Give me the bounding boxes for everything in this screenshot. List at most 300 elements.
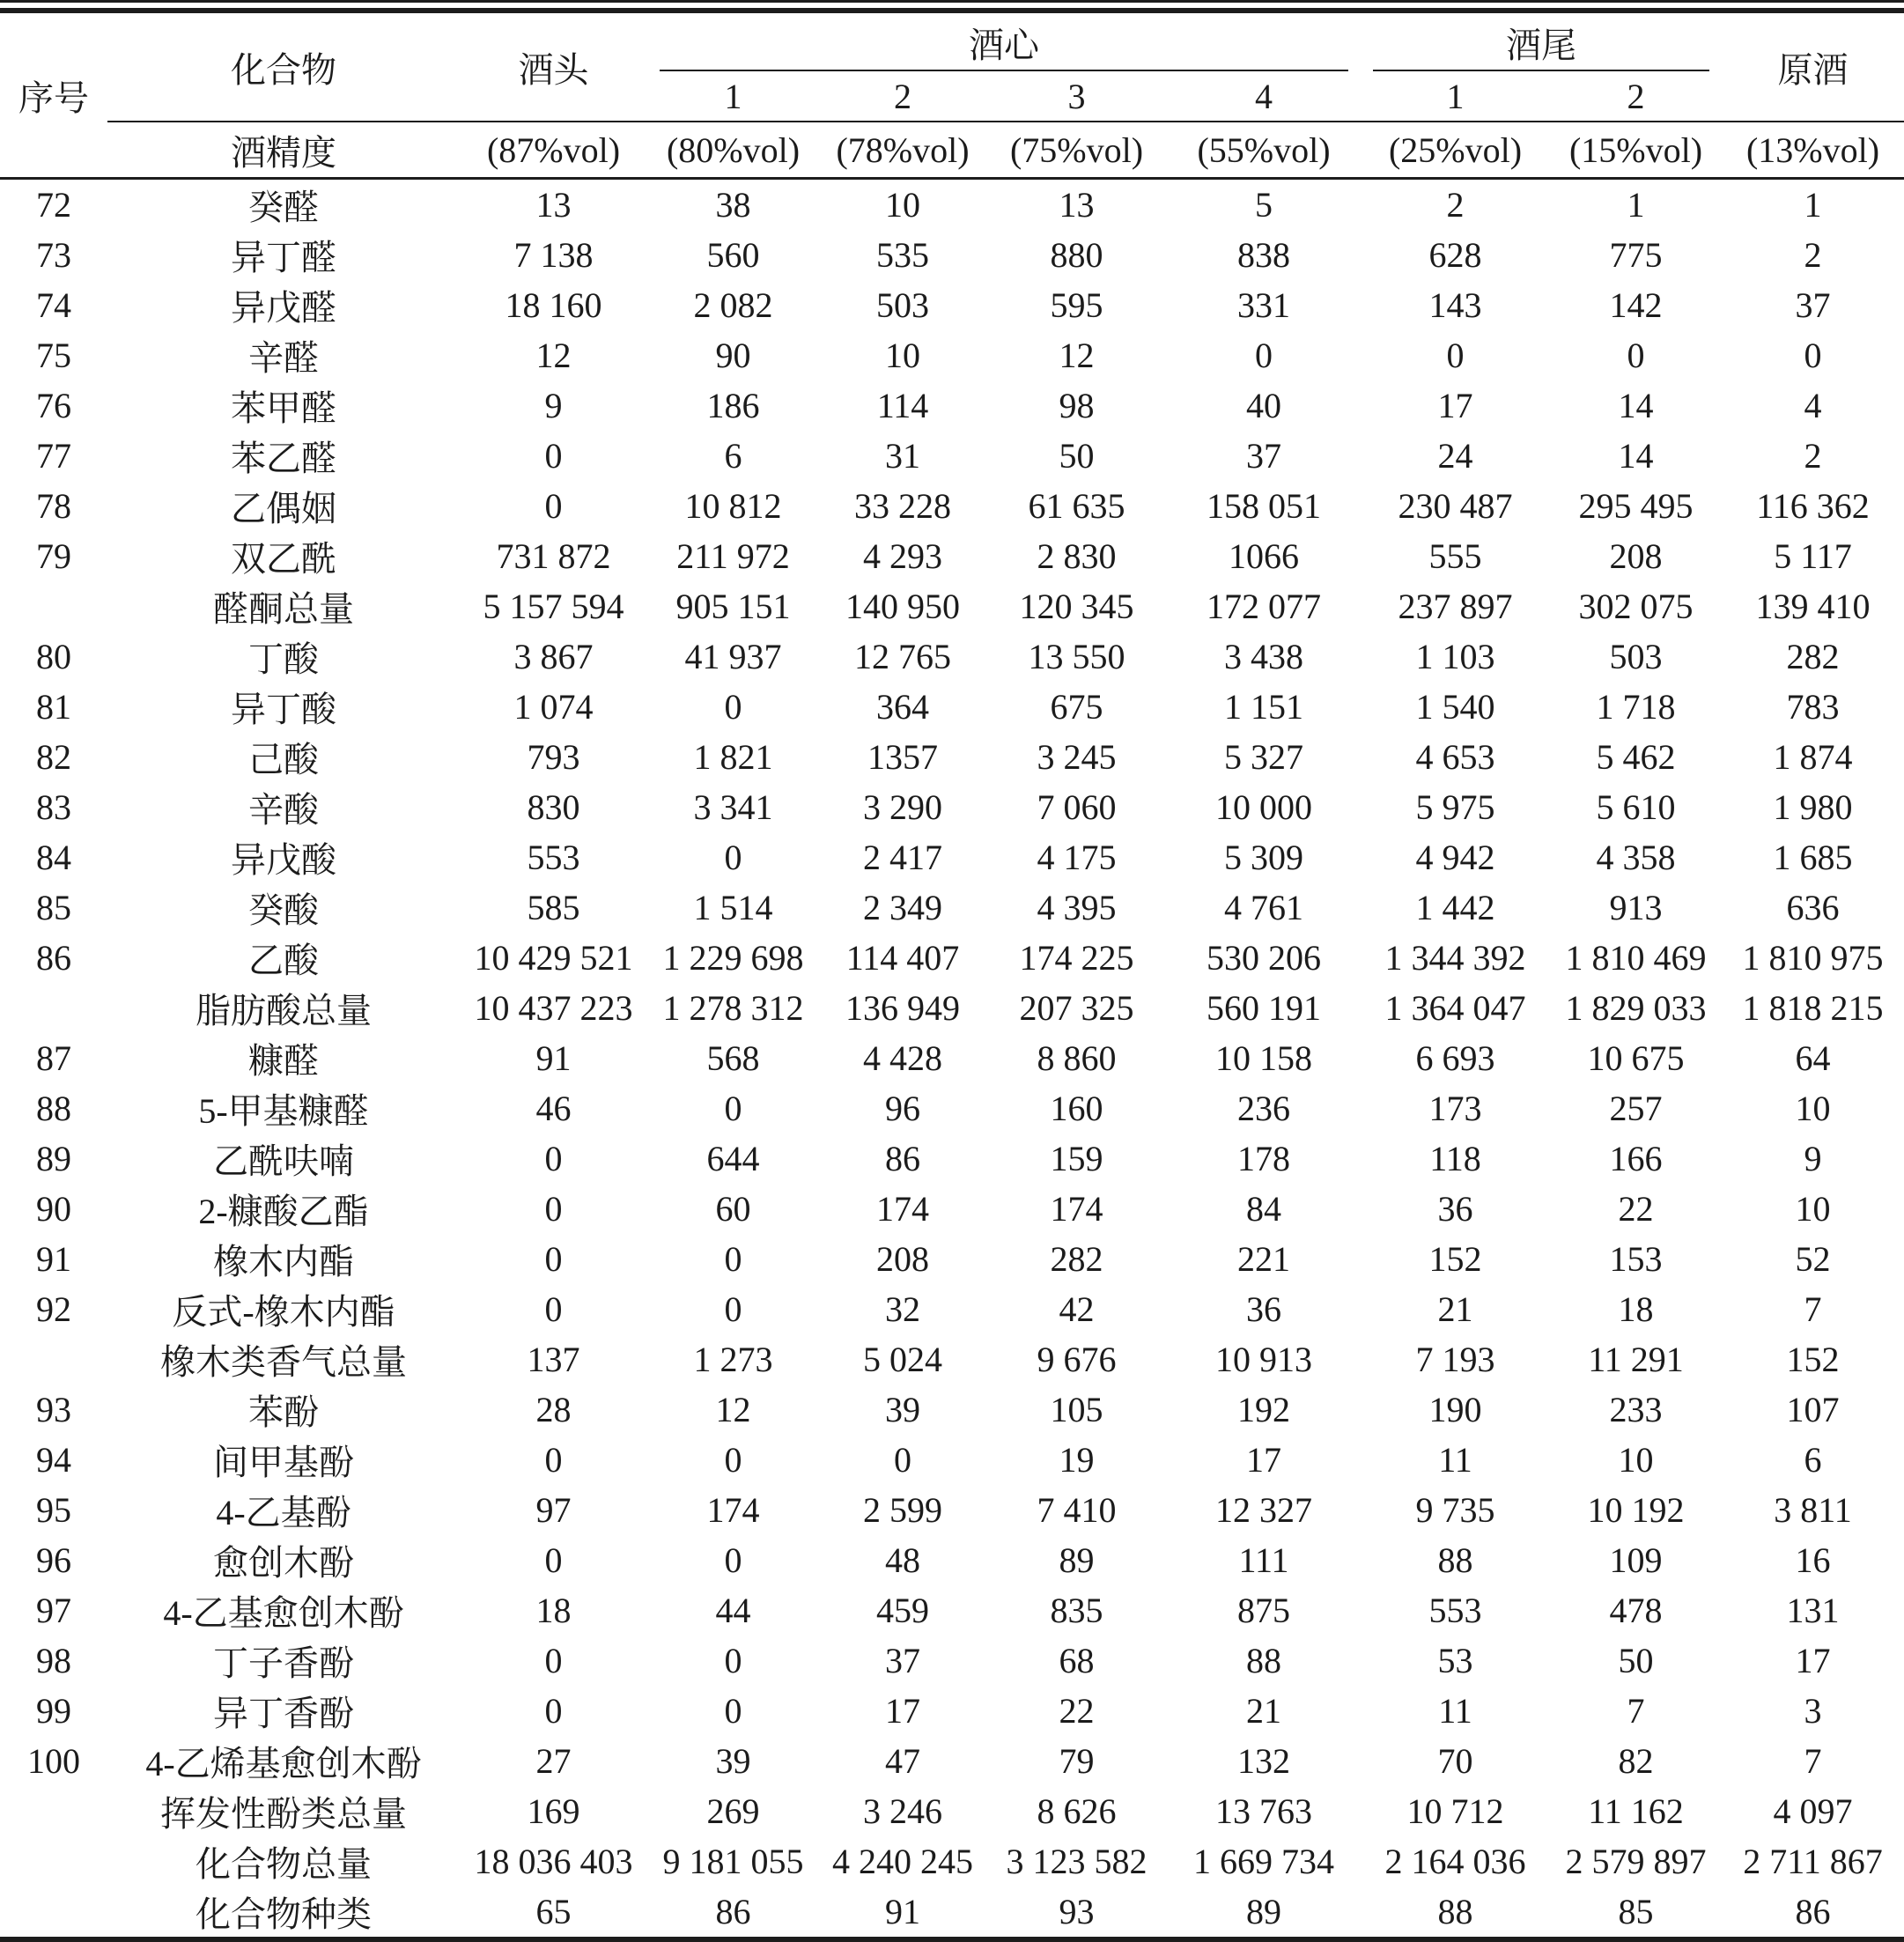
seq-cell: 77 <box>36 436 71 476</box>
table-row <box>0 933 1904 983</box>
value-cell: 3 438 <box>1224 637 1303 676</box>
value-cell: 675 <box>1050 687 1103 727</box>
value-cell: 38 <box>715 185 751 225</box>
value-cell: 2 <box>1804 436 1822 476</box>
value-cell: 8 626 <box>1037 1791 1117 1831</box>
value-cell: 208 <box>1609 536 1663 576</box>
value-cell: 173 <box>1428 1089 1482 1128</box>
value-cell: 503 <box>876 285 929 325</box>
table-row <box>0 330 1904 380</box>
value-cell: 4 240 245 <box>832 1842 973 1881</box>
value-cell: 0 <box>544 1189 563 1229</box>
seq-cell: 81 <box>36 687 71 727</box>
value-cell: 33 228 <box>854 486 951 526</box>
value-cell: 1357 <box>867 737 938 777</box>
table-row <box>0 1334 1904 1385</box>
value-cell: 11 <box>1438 1440 1472 1480</box>
value-cell: 7 <box>1804 1289 1822 1329</box>
compound-name-cell: 5-甲基糠醛 <box>198 1091 369 1131</box>
header-alcohol-degree: 酒精度 <box>107 122 460 179</box>
table-row <box>0 1385 1904 1435</box>
value-cell: 4 761 <box>1224 888 1303 927</box>
value-cell: 44 <box>715 1591 751 1630</box>
value-cell: 4 653 <box>1415 737 1495 777</box>
value-cell: 158 051 <box>1207 486 1321 526</box>
value-cell: 1 229 698 <box>662 938 804 978</box>
seq-cell: 80 <box>36 637 71 676</box>
header-heart-sub-1: 1 <box>647 71 819 122</box>
value-cell: 775 <box>1609 235 1663 275</box>
compound-name-cell: 橡木类香气总量 <box>160 1342 407 1382</box>
value-cell: 13 <box>1059 185 1095 225</box>
value-cell: 111 <box>1238 1540 1289 1580</box>
value-cell: 1 074 <box>513 687 594 727</box>
value-cell: 2 164 036 <box>1384 1842 1526 1881</box>
value-cell: 10 675 <box>1587 1038 1685 1078</box>
value-cell: 152 <box>1786 1340 1840 1379</box>
value-cell: 137 <box>527 1340 580 1379</box>
value-cell: 783 <box>1786 687 1840 727</box>
seq-cell: 89 <box>36 1139 71 1178</box>
value-cell: 68 <box>1059 1641 1095 1680</box>
table-row <box>0 1083 1904 1133</box>
compound-name-cell: 化合物总量 <box>196 1844 372 1884</box>
value-cell: 295 495 <box>1578 486 1694 526</box>
value-cell: 70 <box>1437 1741 1473 1781</box>
header-tail-sub-1: 1 <box>1361 71 1550 122</box>
value-cell: 48 <box>885 1540 920 1580</box>
value-cell: 237 897 <box>1398 587 1513 626</box>
seq-cell: 93 <box>36 1390 71 1429</box>
seq-cell: 75 <box>36 336 71 375</box>
value-cell: 10 913 <box>1215 1340 1312 1379</box>
seq-cell: 85 <box>36 888 71 927</box>
value-cell: 40 <box>1246 386 1281 425</box>
value-cell: 0 <box>724 1089 742 1128</box>
value-cell: 1 151 <box>1224 687 1303 727</box>
value-cell: 86 <box>715 1892 751 1931</box>
compound-name-cell: 4-乙基酚 <box>216 1493 351 1532</box>
value-cell: 10 <box>885 185 920 225</box>
value-cell: 9 735 <box>1415 1490 1495 1530</box>
value-cell: 555 <box>1428 536 1482 576</box>
value-cell: 530 206 <box>1207 938 1321 978</box>
value-cell: 169 <box>527 1791 580 1831</box>
value-cell: 0 <box>724 1239 742 1279</box>
header-abv-heart-2: (78%vol) <box>819 122 986 179</box>
value-cell: 98 <box>1059 386 1095 425</box>
value-cell: 22 <box>1059 1691 1095 1731</box>
value-cell: 2 711 867 <box>1743 1842 1883 1881</box>
value-cell: 236 <box>1237 1089 1290 1128</box>
value-cell: 52 <box>1795 1239 1831 1279</box>
value-cell: 41 937 <box>684 637 782 676</box>
value-cell: 22 <box>1618 1189 1654 1229</box>
header-abv-raw: (13%vol) <box>1722 122 1904 179</box>
value-cell: 568 <box>706 1038 760 1078</box>
value-cell: 37 <box>1246 436 1281 476</box>
table-row <box>0 280 1904 330</box>
value-cell: 143 <box>1428 285 1482 325</box>
value-cell: 905 151 <box>675 587 791 626</box>
value-cell: 47 <box>885 1741 920 1781</box>
value-cell: 875 <box>1237 1591 1290 1630</box>
value-cell: 7 410 <box>1037 1490 1117 1530</box>
value-cell: 0 <box>724 1641 742 1680</box>
seq-cell: 98 <box>36 1641 71 1680</box>
value-cell: 1 <box>1627 185 1645 225</box>
value-cell: 9 <box>1804 1139 1822 1178</box>
table-row <box>0 1234 1904 1284</box>
header-heart-sub-2: 2 <box>819 71 986 122</box>
value-cell: 585 <box>527 888 580 927</box>
value-cell: 31 <box>885 436 920 476</box>
compound-name-cell: 癸酸 <box>248 890 319 930</box>
value-cell: 230 487 <box>1398 486 1513 526</box>
seq-cell <box>0 983 107 1033</box>
value-cell: 3 123 582 <box>1006 1842 1148 1881</box>
value-cell: 3 811 <box>1774 1490 1852 1530</box>
table-row <box>0 1485 1904 1535</box>
value-cell: 4 097 <box>1773 1791 1853 1831</box>
value-cell: 21 <box>1437 1289 1473 1329</box>
value-cell: 12 327 <box>1215 1490 1312 1530</box>
compound-concentration-table <box>0 8 1904 1942</box>
value-cell: 233 <box>1609 1390 1663 1429</box>
value-cell: 1066 <box>1229 536 1299 576</box>
table-row <box>0 1585 1904 1636</box>
value-cell: 560 <box>706 235 760 275</box>
value-cell: 3 867 <box>513 637 594 676</box>
value-cell: 5 <box>1255 185 1273 225</box>
compound-name-cell: 橡木内酯 <box>213 1242 354 1281</box>
table-row <box>0 631 1904 682</box>
value-cell: 553 <box>527 838 580 877</box>
value-cell: 1 103 <box>1415 637 1495 676</box>
value-cell: 282 <box>1050 1239 1103 1279</box>
value-cell: 53 <box>1437 1641 1473 1680</box>
value-cell: 1 810 469 <box>1565 938 1707 978</box>
header-heart-sub-4: 4 <box>1167 71 1361 122</box>
value-cell: 91 <box>535 1038 572 1078</box>
value-cell: 503 <box>1609 637 1663 676</box>
value-cell: 0 <box>544 1440 563 1480</box>
compound-name-cell: 反式-橡木内酯 <box>172 1292 395 1332</box>
value-cell: 105 <box>1050 1390 1103 1429</box>
value-cell: 10 429 521 <box>474 938 633 978</box>
value-cell: 1 442 <box>1415 888 1495 927</box>
value-cell: 166 <box>1609 1139 1663 1178</box>
value-cell: 1 273 <box>693 1340 773 1379</box>
header-group-tail: 酒尾 <box>1361 11 1722 71</box>
value-cell: 24 <box>1437 436 1473 476</box>
value-cell: 1 278 312 <box>662 988 804 1028</box>
compound-name-cell: 双乙酰 <box>231 539 336 579</box>
value-cell: 0 <box>544 486 563 526</box>
value-cell: 2 <box>1804 235 1822 275</box>
value-cell: 5 610 <box>1596 787 1676 827</box>
value-cell: 535 <box>876 235 929 275</box>
value-cell: 5 327 <box>1224 737 1303 777</box>
value-cell: 880 <box>1050 235 1103 275</box>
compound-name-cell: 2-糠酸乙酯 <box>198 1192 369 1231</box>
value-cell: 257 <box>1609 1089 1663 1128</box>
table-row <box>0 1786 1904 1836</box>
value-cell: 2 599 <box>863 1490 942 1530</box>
header-group-heart: 酒心 <box>647 11 1361 71</box>
header-abv-heart-4: (55%vol) <box>1167 122 1361 179</box>
table-row <box>0 1887 1904 1939</box>
value-cell: 0 <box>724 1691 742 1731</box>
compound-name-cell: 苯酚 <box>248 1392 319 1432</box>
compound-name-cell: 4-乙基愈创木酚 <box>163 1593 404 1633</box>
value-cell: 0 <box>724 838 742 877</box>
seq-cell: 99 <box>36 1691 71 1731</box>
value-cell: 4 358 <box>1596 838 1676 877</box>
value-cell: 1 980 <box>1773 787 1853 827</box>
header-heart-sub-3: 3 <box>986 71 1167 122</box>
value-cell: 2 417 <box>863 838 942 877</box>
value-cell: 139 410 <box>1755 587 1871 626</box>
value-cell: 5 024 <box>863 1340 942 1379</box>
value-cell: 88 <box>1437 1540 1473 1580</box>
value-cell: 0 <box>544 1691 563 1731</box>
seq-cell <box>0 1836 107 1887</box>
value-cell: 10 158 <box>1215 1038 1312 1078</box>
value-cell: 478 <box>1609 1591 1663 1630</box>
seq-cell: 90 <box>36 1189 71 1229</box>
header-tail-sub-2: 2 <box>1550 71 1722 122</box>
value-cell: 4 293 <box>863 536 942 576</box>
value-cell: 208 <box>876 1239 929 1279</box>
seq-cell: 92 <box>36 1289 71 1329</box>
compound-name-cell: 4-乙烯基愈创木酚 <box>145 1744 422 1783</box>
table-row <box>0 882 1904 933</box>
compound-name-cell: 己酸 <box>248 740 319 779</box>
value-cell: 1 540 <box>1415 687 1495 727</box>
value-cell: 0 <box>724 687 742 727</box>
header-compound: 化合物 <box>107 11 460 122</box>
compound-name-cell: 苯乙醛 <box>231 439 336 478</box>
table-row <box>0 782 1904 832</box>
value-cell: 793 <box>527 737 580 777</box>
value-cell: 116 362 <box>1756 486 1870 526</box>
seq-cell <box>0 1786 107 1836</box>
value-cell: 120 345 <box>1019 587 1134 626</box>
value-cell: 5 462 <box>1596 737 1676 777</box>
value-cell: 1 810 975 <box>1742 938 1884 978</box>
header-abv-head: (87%vol) <box>460 122 647 179</box>
value-cell: 190 <box>1428 1390 1482 1429</box>
value-cell: 21 <box>1246 1691 1281 1731</box>
value-cell: 13 <box>535 185 572 225</box>
table-header <box>0 11 1904 179</box>
value-cell: 192 <box>1237 1390 1290 1429</box>
table-row <box>0 581 1904 631</box>
value-cell: 3 <box>1804 1691 1822 1731</box>
value-cell: 17 <box>1437 386 1473 425</box>
value-cell: 96 <box>885 1089 920 1128</box>
value-cell: 331 <box>1237 285 1290 325</box>
value-cell: 114 407 <box>845 938 960 978</box>
value-cell: 7 138 <box>513 235 594 275</box>
value-cell: 0 <box>1446 336 1465 375</box>
compound-name-cell: 异戊醛 <box>231 288 336 328</box>
value-cell: 0 <box>544 1139 563 1178</box>
compound-name-cell: 丁酸 <box>248 639 319 679</box>
header-group-head: 酒头 <box>460 11 647 122</box>
value-cell: 32 <box>885 1289 920 1329</box>
header-abv-tail-1: (25%vol) <box>1361 122 1550 179</box>
value-cell: 109 <box>1609 1540 1663 1580</box>
value-cell: 4 175 <box>1037 838 1117 877</box>
seq-cell <box>0 581 107 631</box>
compound-name-cell: 脂肪酸总量 <box>196 991 372 1030</box>
compound-name-cell: 异丁香酚 <box>213 1694 354 1733</box>
value-cell: 89 <box>1059 1540 1095 1580</box>
value-cell: 12 <box>535 336 572 375</box>
value-cell: 10 <box>1795 1089 1831 1128</box>
value-cell: 1 669 734 <box>1193 1842 1334 1881</box>
value-cell: 174 225 <box>1019 938 1134 978</box>
table-row <box>0 1686 1904 1736</box>
seq-cell: 79 <box>36 536 71 576</box>
value-cell: 1 685 <box>1773 838 1853 877</box>
table-row <box>0 431 1904 481</box>
value-cell: 282 <box>1786 637 1840 676</box>
value-cell: 1 364 047 <box>1384 988 1526 1028</box>
seq-cell: 72 <box>36 185 71 225</box>
value-cell: 0 <box>544 1641 563 1680</box>
value-cell: 0 <box>894 1440 911 1480</box>
table-row <box>0 732 1904 782</box>
seq-cell: 95 <box>36 1490 71 1530</box>
value-cell: 36 <box>1246 1289 1281 1329</box>
value-cell: 5 157 594 <box>483 587 624 626</box>
value-cell: 5 975 <box>1415 787 1495 827</box>
value-cell: 838 <box>1237 235 1290 275</box>
value-cell: 0 <box>1804 336 1822 375</box>
value-cell: 178 <box>1237 1139 1290 1178</box>
value-cell: 10 192 <box>1587 1490 1685 1530</box>
value-cell: 16 <box>1795 1540 1831 1580</box>
seq-cell: 88 <box>36 1089 71 1128</box>
compound-name-cell: 异丁酸 <box>231 690 336 729</box>
value-cell: 1 344 392 <box>1384 938 1526 978</box>
table-row <box>0 1636 1904 1686</box>
value-cell: 913 <box>1609 888 1663 927</box>
table-row <box>0 1133 1904 1184</box>
value-cell: 2 349 <box>863 888 942 927</box>
value-cell: 152 <box>1428 1239 1482 1279</box>
value-cell: 19 <box>1059 1440 1095 1480</box>
value-cell: 2 <box>1446 185 1465 225</box>
value-cell: 88 <box>1246 1641 1281 1680</box>
seq-cell: 86 <box>36 938 71 978</box>
value-cell: 221 <box>1237 1239 1290 1279</box>
value-cell: 459 <box>876 1591 929 1630</box>
value-cell: 11 162 <box>1588 1791 1684 1831</box>
value-cell: 830 <box>527 787 580 827</box>
value-cell: 36 <box>1437 1189 1473 1229</box>
value-cell: 17 <box>1795 1641 1831 1680</box>
value-cell: 0 <box>544 1540 563 1580</box>
value-cell: 10 <box>1618 1440 1654 1480</box>
value-cell: 50 <box>1059 436 1095 476</box>
value-cell: 12 765 <box>854 637 951 676</box>
seq-cell: 83 <box>36 787 71 827</box>
compound-name-cell: 乙酰呋喃 <box>213 1141 354 1181</box>
value-cell: 136 949 <box>845 988 960 1028</box>
value-cell: 18 160 <box>505 285 602 325</box>
compound-name-cell: 乙酸 <box>248 941 319 980</box>
value-cell: 0 <box>1627 336 1645 375</box>
value-cell: 107 <box>1786 1390 1840 1429</box>
seq-cell: 76 <box>36 386 71 425</box>
table-row <box>0 380 1904 431</box>
value-cell: 118 <box>1429 1139 1481 1178</box>
value-cell: 7 193 <box>1415 1340 1495 1379</box>
value-cell: 174 <box>1050 1189 1103 1229</box>
value-cell: 93 <box>1059 1892 1095 1931</box>
value-cell: 636 <box>1786 888 1840 927</box>
table-row <box>0 531 1904 581</box>
value-cell: 4 <box>1804 386 1822 425</box>
value-cell: 10 <box>885 336 920 375</box>
header-abv-heart-1: (80%vol) <box>647 122 819 179</box>
value-cell: 211 972 <box>676 536 790 576</box>
value-cell: 140 950 <box>845 587 960 626</box>
value-cell: 50 <box>1618 1641 1654 1680</box>
value-cell: 114 <box>876 386 929 425</box>
value-cell: 10 437 223 <box>474 988 633 1028</box>
table-row <box>0 481 1904 531</box>
value-cell: 5 117 <box>1774 536 1852 576</box>
compound-name-cell: 癸醛 <box>248 188 319 227</box>
seq-cell: 100 <box>27 1741 80 1781</box>
value-cell: 3 290 <box>863 787 942 827</box>
header-seq: 序号 <box>0 11 107 179</box>
value-cell: 39 <box>715 1741 751 1781</box>
value-cell: 560 191 <box>1207 988 1321 1028</box>
value-cell: 9 181 055 <box>662 1842 804 1881</box>
value-cell: 88 <box>1437 1892 1473 1931</box>
value-cell: 6 <box>724 436 742 476</box>
value-cell: 8 860 <box>1037 1038 1117 1078</box>
value-cell: 17 <box>1246 1440 1281 1480</box>
value-cell: 2 082 <box>693 285 773 325</box>
value-cell: 6 693 <box>1415 1038 1495 1078</box>
value-cell: 159 <box>1050 1139 1103 1178</box>
value-cell: 85 <box>1618 1892 1654 1931</box>
value-cell: 27 <box>535 1741 572 1781</box>
value-cell: 10 712 <box>1406 1791 1504 1831</box>
value-cell: 18 <box>1618 1289 1654 1329</box>
value-cell: 18 <box>535 1591 572 1630</box>
table-row <box>0 832 1904 882</box>
value-cell: 14 <box>1618 436 1654 476</box>
value-cell: 160 <box>1050 1089 1103 1128</box>
value-cell: 97 <box>535 1490 572 1530</box>
table-row <box>0 1033 1904 1083</box>
seq-cell: 78 <box>36 486 71 526</box>
value-cell: 142 <box>1609 285 1663 325</box>
seq-cell: 94 <box>36 1440 71 1480</box>
value-cell: 186 <box>706 386 760 425</box>
value-cell: 0 <box>544 436 563 476</box>
value-cell: 835 <box>1050 1591 1103 1630</box>
value-cell: 18 036 403 <box>474 1842 633 1881</box>
